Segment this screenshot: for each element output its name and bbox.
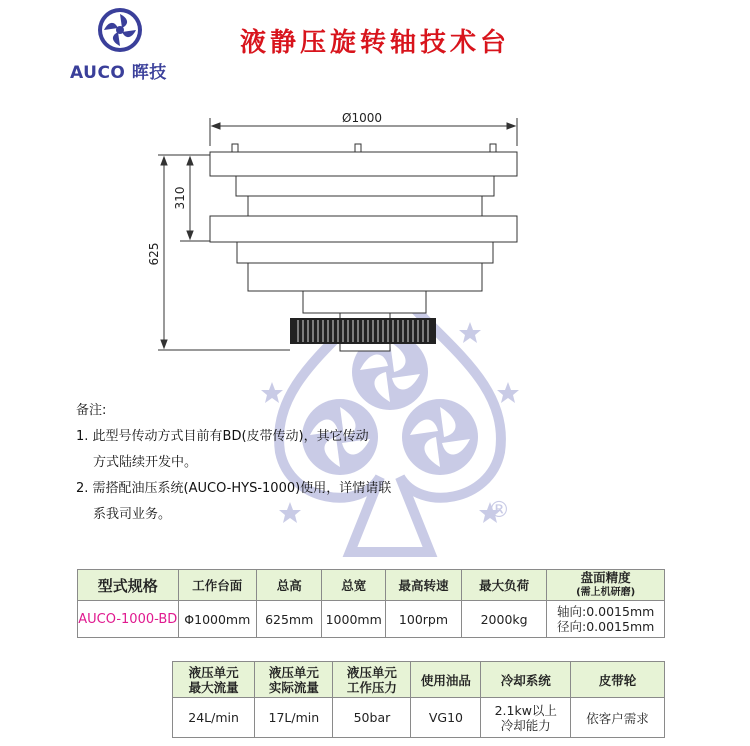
- table-cell: 17L/min: [255, 698, 333, 738]
- table-header-cell: 皮带轮: [571, 662, 665, 698]
- diameter-dimension: Ø1000: [342, 111, 382, 125]
- radial-precision: 径向:0.0015mm: [557, 619, 655, 634]
- turntable-drawing: [140, 108, 560, 358]
- table-cell: 24L/min: [173, 698, 255, 738]
- table-header-cell: 型式规格: [78, 570, 179, 601]
- table-header-cell: [547, 570, 665, 601]
- table-header-cell: 液压单元 工作压力: [333, 662, 411, 698]
- table-cell: 依客户需求: [571, 698, 665, 738]
- table-cell: 100rpm: [386, 601, 462, 638]
- registered-mark: ®: [488, 498, 510, 523]
- table-row: [78, 601, 665, 638]
- table-cell: 625mm: [257, 601, 322, 638]
- logo-text: AUCO 晖技: [70, 63, 167, 83]
- note-1-line-1: 1. 此型号传动方式目前有BD(皮带传动)，其它传动: [76, 429, 369, 444]
- table-cell: 1000mm: [322, 601, 386, 638]
- note-1-line-2: 方式陆续开发中。: [93, 455, 198, 470]
- table-cell: 2000kg: [461, 601, 546, 638]
- table-cell: 50bar: [333, 698, 411, 738]
- spec-table-hydraulic: [172, 661, 665, 738]
- precision-header: 盘面精度: [580, 570, 631, 585]
- upper-height-dimension: 310: [173, 186, 187, 210]
- table-header-row: [173, 662, 665, 698]
- table-header-cell: 总高: [257, 570, 322, 601]
- page-title: 液静压旋转轴技术台: [239, 28, 510, 58]
- table-cell: VG10: [411, 698, 481, 738]
- notes-heading: 备注:: [76, 403, 107, 418]
- table-header-cell: 冷却系统: [481, 662, 571, 698]
- table-cell: Φ1000mm: [178, 601, 257, 638]
- table-header-cell: 最大负荷: [461, 570, 546, 601]
- table-header-cell: 使用油品: [411, 662, 481, 698]
- table-header-cell: 液压单元 实际流量: [255, 662, 333, 698]
- table-header-cell: 总宽: [322, 570, 386, 601]
- table-cell-precision: [547, 601, 665, 638]
- table-row: [173, 698, 665, 738]
- note-2-line-1: 2. 需搭配油压系统(AUCO-HYS-1000)使用，详情请联: [76, 481, 392, 496]
- table-cell-model: AUCO-1000-BD: [78, 601, 179, 638]
- table-cell: 2.1kw以上 冷却能力: [481, 698, 571, 738]
- table-header-row: [78, 570, 665, 601]
- notes-section: [76, 398, 391, 528]
- table-header-cell: 液压单元 最大流量: [173, 662, 255, 698]
- axial-precision: 轴向:0.0015mm: [557, 604, 655, 619]
- spec-table-main: [77, 569, 665, 638]
- table-header-cell: 最高转速: [386, 570, 462, 601]
- table-header-cell: 工作台面: [178, 570, 257, 601]
- precision-header-note: (需上机研磨): [576, 587, 636, 598]
- note-2-line-2: 系我司业务。: [93, 507, 172, 522]
- total-height-dimension: 625: [147, 242, 161, 266]
